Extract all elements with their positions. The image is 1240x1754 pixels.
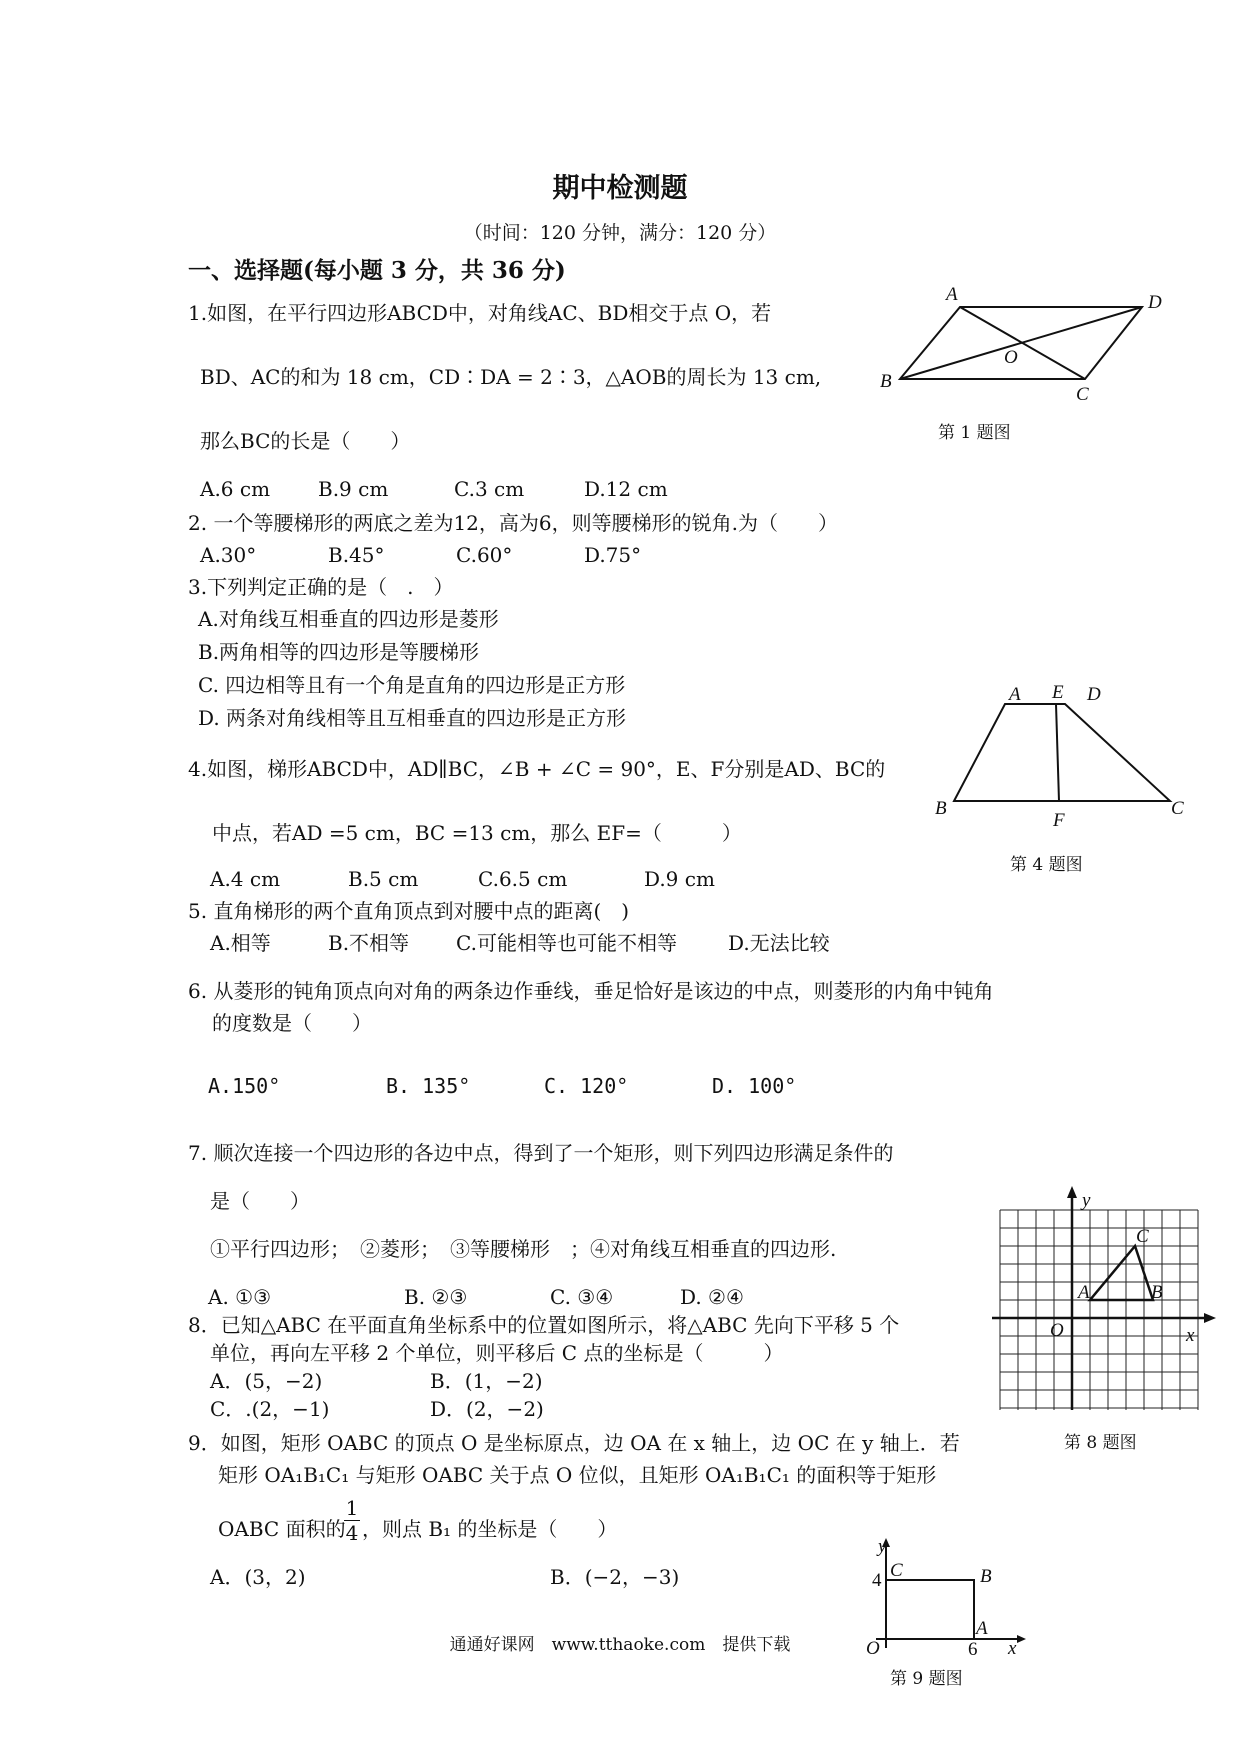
q3-option-c: C. 四边相等且有一个角是直角的四边形是正方形: [198, 673, 626, 697]
q2-option-c: C.60°: [456, 543, 513, 567]
q8-line1: 8．已知△ABC 在平面直角坐标系中的位置如图所示，将△ABC 先向下平移 5 个: [188, 1313, 900, 1337]
q9-origin-label: O: [866, 1638, 880, 1656]
q7-line2: 是（ ）: [210, 1189, 310, 1213]
q4-line1: 4.如图，梯形ABCD中，AD∥BC，∠B + ∠C = 90°，E、F分别是AD、BC的: [188, 757, 886, 781]
q9-axis-x-label: x: [1008, 1638, 1017, 1656]
q6-option-a: A.150°: [208, 1074, 281, 1098]
q4-option-c: C.6.5 cm: [478, 867, 568, 891]
q1-label-b: B: [880, 371, 892, 392]
q9-caption: 第 9 题图: [890, 1669, 963, 1689]
q2-line1: 2. 一个等腰梯形的两底之差为12，高为6，则等腰梯形的锐角.为（ ）: [188, 511, 838, 535]
q8-option-c: C．.(2，−1): [210, 1397, 330, 1421]
q1-option-a: A.6 cm: [200, 477, 271, 501]
q1-line3: 那么BC的长是（ ）: [200, 429, 411, 453]
q1-label-c: C: [1076, 384, 1089, 405]
q9-tick-6: 6: [968, 1639, 978, 1656]
exam-subtitle: （时间：120 分钟，满分：120 分）: [463, 222, 777, 244]
q9-option-b: B．(−2，−3): [550, 1565, 680, 1589]
q6-option-d: D. 100°: [712, 1074, 797, 1098]
q4-label-a: A: [1009, 684, 1021, 705]
q1-line1: 1.如图，在平行四边形ABCD中，对角线AC、BD相交于点 O，若: [188, 301, 772, 325]
q9-line3-end: ，则点 B₁ 的坐标是（ ）: [362, 1517, 618, 1541]
q8-option-d: D．(2，−2): [430, 1397, 544, 1421]
q6-line2: 的度数是（ ）: [212, 1011, 372, 1035]
q5-option-b: B.不相等: [328, 931, 410, 955]
q9-fraction-numerator: 1: [345, 1496, 359, 1520]
q1-label-o: O: [1004, 347, 1018, 368]
q8-label-c: C: [1136, 1226, 1149, 1247]
q8-caption: 第 8 题图: [1064, 1433, 1137, 1453]
q4-option-b: B.5 cm: [348, 867, 419, 891]
q1-option-b: B.9 cm: [318, 477, 389, 501]
q8-option-a: A．(5，−2): [210, 1369, 323, 1393]
q4-option-a: A.4 cm: [210, 867, 281, 891]
q9-tick-4: 4: [872, 1570, 882, 1591]
q4-option-d: D.9 cm: [644, 867, 715, 891]
q8-axis-x-label: x: [1186, 1325, 1195, 1346]
q4-label-f: F: [1053, 810, 1065, 828]
q8-origin-label: O: [1050, 1320, 1064, 1341]
q9-label-c: C: [890, 1560, 903, 1581]
q6-line1: 6. 从菱形的钝角顶点向对角的两条边作垂线，垂足恰好是该边的中点，则菱形的内角中钝角: [188, 979, 994, 1003]
q5-option-d: D.无法比较: [728, 931, 830, 955]
q7-option-d: D. ②④: [680, 1285, 744, 1309]
q1-line2: BD、AC的和为 18 cm，CD∶DA = 2∶3，△AOB的周长为 13 cm,: [200, 365, 822, 389]
q6-option-c: C. 120°: [544, 1074, 629, 1098]
q7-option-b: B. ②③: [404, 1285, 468, 1309]
q5-option-c: C.可能相等也可能不相等: [456, 931, 677, 955]
q5-line1: 5. 直角梯形的两个直角顶点到对腰中点的距离( ): [188, 899, 630, 923]
q3-line1: 3.下列判定正确的是（ . ）: [188, 575, 454, 599]
q8-label-b: B: [1151, 1282, 1163, 1303]
q3-option-a: A.对角线互相垂直的四边形是菱形: [198, 607, 499, 631]
q1-caption: 第 1 题图: [938, 423, 1011, 443]
q1-option-d: D.12 cm: [584, 477, 668, 501]
page-title: 期中检测题: [552, 173, 688, 204]
q9-line3-start: OABC 面积的: [218, 1517, 346, 1541]
q4-trapezoid-figure: [925, 678, 1195, 828]
q7-line1: 7. 顺次连接一个四边形的各边中点，得到了一个矩形，则下列四边形满足条件的: [188, 1141, 894, 1165]
q5-option-a: A.相等: [210, 931, 271, 955]
q8-line2: 单位，再向左平移 2 个单位，则平移后 C 点的坐标是（ ）: [210, 1341, 784, 1365]
q9-axis-y-label: y: [878, 1538, 887, 1557]
q9-fraction-denominator: 4: [345, 1521, 359, 1545]
q4-label-b: B: [935, 798, 947, 819]
q4-caption: 第 4 题图: [1010, 855, 1083, 875]
q2-option-d: D.75°: [584, 543, 642, 567]
q9-line2: 矩形 OA₁B₁C₁ 与矩形 OABC 关于点 O 位似，且矩形 OA₁B₁C₁ 的面积等于矩形: [218, 1463, 937, 1487]
q4-line2: 中点，若AD =5 cm，BC =13 cm，那么 EF=（ ）: [212, 821, 742, 845]
q1-option-c: C.3 cm: [454, 477, 525, 501]
section-heading: 一、选择题(每小题 3 分，共 36 分): [188, 257, 566, 284]
q8-coordinate-grid-figure: [988, 1186, 1216, 1414]
q7-option-c: C. ③④: [550, 1285, 614, 1309]
q4-label-d: D: [1087, 684, 1101, 705]
q7-line3: ①平行四边形； ②菱形； ③等腰梯形 ；④对角线互相垂直的四边形.: [210, 1237, 837, 1261]
q1-parallelogram-figure: [870, 280, 1170, 415]
page-footer: 通通好课网 www.tthaoke.com 提供下载: [449, 1635, 791, 1655]
q4-label-e: E: [1052, 682, 1064, 703]
q6-option-b: B. 135°: [386, 1074, 471, 1098]
q2-option-b: B.45°: [328, 543, 385, 567]
q3-option-d: D. 两条对角线相等且互相垂直的四边形是正方形: [198, 706, 627, 730]
q1-label-a: A: [946, 284, 958, 305]
q3-option-b: B.两角相等的四边形是等腰梯形: [198, 640, 480, 664]
q8-option-b: B．(1，−2): [430, 1369, 543, 1393]
q9-option-a: A．(3，2): [210, 1565, 306, 1589]
q1-label-d: D: [1148, 292, 1162, 313]
q9-label-a: A: [976, 1618, 988, 1639]
q7-option-a: A. ①③: [208, 1285, 272, 1309]
q8-axis-y-label: y: [1082, 1190, 1091, 1211]
q4-label-c: C: [1171, 798, 1184, 819]
q9-label-b: B: [980, 1566, 992, 1587]
q2-option-a: A.30°: [200, 543, 257, 567]
q8-label-a: A: [1078, 1282, 1090, 1303]
q9-line1: 9．如图，矩形 OABC 的顶点 O 是坐标原点，边 OA 在 x 轴上，边 OC 在 y 轴上．若: [188, 1431, 960, 1455]
q9-fraction: [344, 1496, 360, 1545]
